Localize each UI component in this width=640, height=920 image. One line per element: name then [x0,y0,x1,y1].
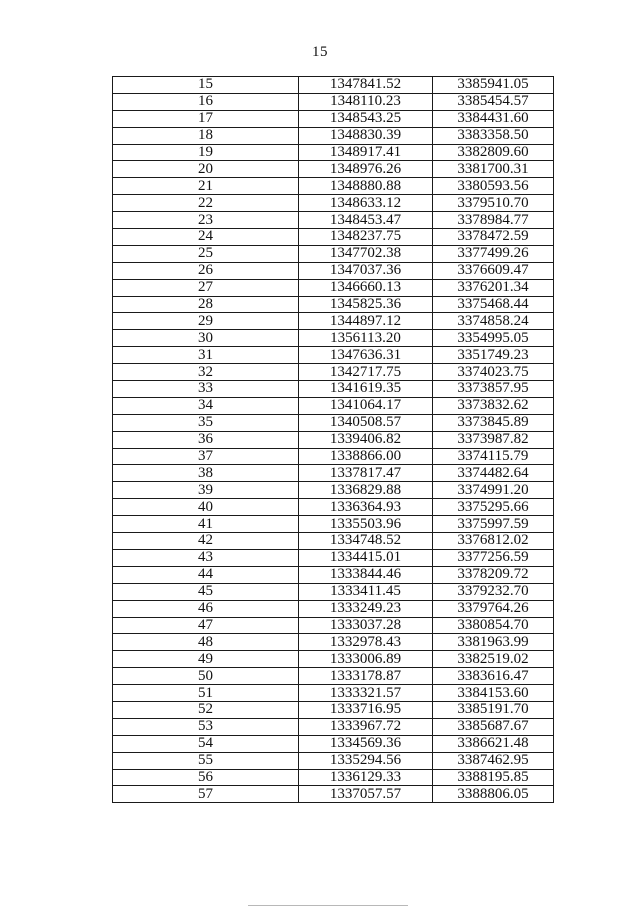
point-number-cell: 54 [113,735,299,752]
x-coordinate-cell: 1348543.25 [299,110,433,127]
table-row [113,195,554,212]
y-coordinate-cell: 3375468.44 [433,296,554,313]
table-row [113,296,554,313]
table-row [113,718,554,735]
y-coordinate-cell: 3374115.79 [433,448,554,465]
x-coordinate-cell: 1335503.96 [299,516,433,533]
x-coordinate-cell: 1333178.87 [299,668,433,685]
table-row [113,786,554,803]
table-row [113,347,554,364]
point-number-cell: 18 [113,127,299,144]
x-coordinate-cell: 1348976.26 [299,161,433,178]
y-coordinate-cell: 3376812.02 [433,533,554,550]
x-coordinate-cell: 1339406.82 [299,431,433,448]
y-coordinate-cell: 3378472.59 [433,229,554,246]
point-number-cell: 56 [113,769,299,786]
x-coordinate-cell: 1341619.35 [299,381,433,398]
y-coordinate-cell: 3354995.05 [433,330,554,347]
table-row [113,381,554,398]
y-coordinate-cell: 3387462.95 [433,752,554,769]
table-row [113,93,554,110]
x-coordinate-cell: 1338866.00 [299,448,433,465]
table-row [113,313,554,330]
y-coordinate-cell: 3374858.24 [433,313,554,330]
y-coordinate-cell: 3375295.66 [433,499,554,516]
table-row [113,178,554,195]
point-number-cell: 44 [113,566,299,583]
x-coordinate-cell: 1341064.17 [299,397,433,414]
point-number-cell: 37 [113,448,299,465]
x-coordinate-cell: 1344897.12 [299,313,433,330]
y-coordinate-cell: 3378984.77 [433,212,554,229]
x-coordinate-cell: 1348830.39 [299,127,433,144]
point-number-cell: 38 [113,465,299,482]
y-coordinate-cell: 3388195.85 [433,769,554,786]
point-number-cell: 49 [113,651,299,668]
x-coordinate-cell: 1334748.52 [299,533,433,550]
y-coordinate-cell: 3383616.47 [433,668,554,685]
y-coordinate-cell: 3385454.57 [433,93,554,110]
point-number-cell: 45 [113,583,299,600]
table-row [113,330,554,347]
x-coordinate-cell: 1348633.12 [299,195,433,212]
point-number-cell: 47 [113,617,299,634]
x-coordinate-cell: 1348453.47 [299,212,433,229]
point-number-cell: 32 [113,364,299,381]
table-row [113,685,554,702]
y-coordinate-cell: 3386621.48 [433,735,554,752]
y-coordinate-cell: 3381963.99 [433,634,554,651]
footer-divider [248,905,408,906]
y-coordinate-cell: 3376201.34 [433,279,554,296]
table-row [113,651,554,668]
table-row [113,364,554,381]
table-row [113,583,554,600]
table-row [113,549,554,566]
y-coordinate-cell: 3385191.70 [433,701,554,718]
y-coordinate-cell: 3351749.23 [433,347,554,364]
y-coordinate-cell: 3385687.67 [433,718,554,735]
table-row [113,431,554,448]
page-number: 15 [312,44,328,60]
x-coordinate-cell: 1342717.75 [299,364,433,381]
table-row [113,144,554,161]
x-coordinate-cell: 1348110.23 [299,93,433,110]
x-coordinate-cell: 1333249.23 [299,600,433,617]
x-coordinate-cell: 1347636.31 [299,347,433,364]
x-coordinate-cell: 1345825.36 [299,296,433,313]
y-coordinate-cell: 3382809.60 [433,144,554,161]
point-number-cell: 51 [113,685,299,702]
table-row [113,212,554,229]
y-coordinate-cell: 3382519.02 [433,651,554,668]
x-coordinate-cell: 1340508.57 [299,414,433,431]
table-row [113,533,554,550]
point-number-cell: 24 [113,229,299,246]
point-number-cell: 23 [113,212,299,229]
x-coordinate-cell: 1337057.57 [299,786,433,803]
y-coordinate-cell: 3375997.59 [433,516,554,533]
table-row [113,127,554,144]
x-coordinate-cell: 1336129.33 [299,769,433,786]
x-coordinate-cell: 1348237.75 [299,229,433,246]
point-number-cell: 46 [113,600,299,617]
x-coordinate-cell: 1333411.45 [299,583,433,600]
point-number-cell: 29 [113,313,299,330]
table-row [113,77,554,94]
table-row [113,397,554,414]
point-number-cell: 41 [113,516,299,533]
point-number-cell: 31 [113,347,299,364]
table-row [113,262,554,279]
table-row [113,110,554,127]
table-row [113,229,554,246]
table-row [113,735,554,752]
point-number-cell: 16 [113,93,299,110]
point-number-cell: 57 [113,786,299,803]
y-coordinate-cell: 3379764.26 [433,600,554,617]
y-coordinate-cell: 3377256.59 [433,549,554,566]
x-coordinate-cell: 1346660.13 [299,279,433,296]
table-row [113,245,554,262]
point-number-cell: 52 [113,701,299,718]
y-coordinate-cell: 3376609.47 [433,262,554,279]
table-row [113,769,554,786]
x-coordinate-cell: 1333716.95 [299,701,433,718]
x-coordinate-cell: 1347702.38 [299,245,433,262]
x-coordinate-cell: 1348880.88 [299,178,433,195]
x-coordinate-cell: 1333006.89 [299,651,433,668]
x-coordinate-cell: 1333844.46 [299,566,433,583]
table-row [113,668,554,685]
y-coordinate-cell: 3373832.62 [433,397,554,414]
table-row [113,448,554,465]
x-coordinate-cell: 1347037.36 [299,262,433,279]
point-number-cell: 28 [113,296,299,313]
y-coordinate-cell: 3374991.20 [433,482,554,499]
table-row [113,161,554,178]
y-coordinate-cell: 3380593.56 [433,178,554,195]
point-number-cell: 34 [113,397,299,414]
point-number-cell: 20 [113,161,299,178]
point-number-cell: 55 [113,752,299,769]
point-number-cell: 21 [113,178,299,195]
y-coordinate-cell: 3383358.50 [433,127,554,144]
table-row [113,516,554,533]
x-coordinate-cell: 1336829.88 [299,482,433,499]
x-coordinate-cell: 1334569.36 [299,735,433,752]
x-coordinate-cell: 1337817.47 [299,465,433,482]
table-row [113,566,554,583]
table-row [113,600,554,617]
y-coordinate-cell: 3374023.75 [433,364,554,381]
y-coordinate-cell: 3373987.82 [433,431,554,448]
x-coordinate-cell: 1333037.28 [299,617,433,634]
y-coordinate-cell: 3378209.72 [433,566,554,583]
table-row [113,499,554,516]
y-coordinate-cell: 3374482.64 [433,465,554,482]
table-row [113,279,554,296]
y-coordinate-cell: 3380854.70 [433,617,554,634]
point-number-cell: 25 [113,245,299,262]
x-coordinate-cell: 1356113.20 [299,330,433,347]
point-number-cell: 50 [113,668,299,685]
point-number-cell: 36 [113,431,299,448]
y-coordinate-cell: 3373857.95 [433,381,554,398]
point-number-cell: 35 [113,414,299,431]
x-coordinate-cell: 1347841.52 [299,77,433,94]
table-row [113,482,554,499]
point-number-cell: 27 [113,279,299,296]
x-coordinate-cell: 1348917.41 [299,144,433,161]
y-coordinate-cell: 3381700.31 [433,161,554,178]
table-row [113,752,554,769]
point-number-cell: 15 [113,77,299,94]
x-coordinate-cell: 1334415.01 [299,549,433,566]
table-row [113,414,554,431]
y-coordinate-cell: 3385941.05 [433,77,554,94]
table-row [113,465,554,482]
x-coordinate-cell: 1332978.43 [299,634,433,651]
table-row [113,701,554,718]
point-number-cell: 33 [113,381,299,398]
y-coordinate-cell: 3379510.70 [433,195,554,212]
point-number-cell: 26 [113,262,299,279]
point-number-cell: 48 [113,634,299,651]
coordinates-table [112,76,554,803]
x-coordinate-cell: 1333321.57 [299,685,433,702]
point-number-cell: 19 [113,144,299,161]
point-number-cell: 40 [113,499,299,516]
y-coordinate-cell: 3384153.60 [433,685,554,702]
point-number-cell: 39 [113,482,299,499]
point-number-cell: 42 [113,533,299,550]
x-coordinate-cell: 1333967.72 [299,718,433,735]
point-number-cell: 53 [113,718,299,735]
y-coordinate-cell: 3373845.89 [433,414,554,431]
y-coordinate-cell: 3384431.60 [433,110,554,127]
y-coordinate-cell: 3377499.26 [433,245,554,262]
table-row [113,617,554,634]
y-coordinate-cell: 3379232.70 [433,583,554,600]
point-number-cell: 43 [113,549,299,566]
table-row [113,634,554,651]
y-coordinate-cell: 3388806.05 [433,786,554,803]
x-coordinate-cell: 1335294.56 [299,752,433,769]
point-number-cell: 30 [113,330,299,347]
point-number-cell: 17 [113,110,299,127]
table-body [113,77,554,803]
point-number-cell: 22 [113,195,299,212]
x-coordinate-cell: 1336364.93 [299,499,433,516]
